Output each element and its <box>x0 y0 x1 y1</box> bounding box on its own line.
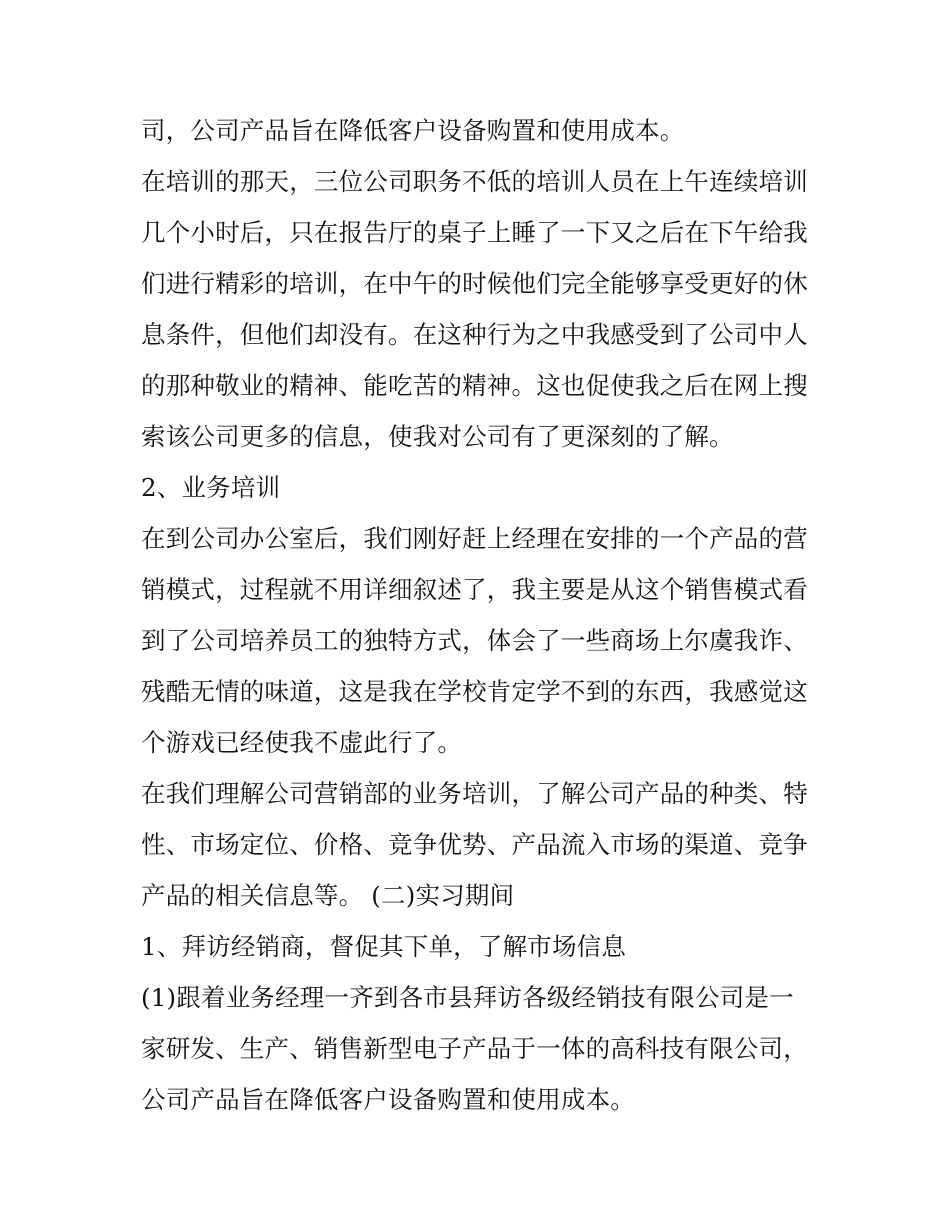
text-line: 们进行精彩的培训，在中午的时候他们完全能够享受更好的休 <box>141 269 808 298</box>
text-line: 到了公司培养员工的独特方式，体会了一些商场上尔虞我诈、 <box>141 626 808 655</box>
section-heading: 1、拜访经销商，督促其下单，了解市场信息 <box>141 932 627 961</box>
text-line: (1)跟着业务经理一齐到各市县拜访各级经销技有限公司是一 <box>141 983 794 1012</box>
text-line: 个游戏已经使我不虚此行了。 <box>141 728 463 757</box>
text-line: 在到公司办公室后，我们刚好赶上经理在安排的一个产品的营 <box>141 524 808 553</box>
text-line: 家研发、生产、销售新型电子产品于一体的高科技有限公司， <box>141 1034 808 1063</box>
text-line: 的那种敬业的精神、能吃苦的精神。这也促使我之后在网上搜 <box>141 371 808 400</box>
text-line: 性、市场定位、价格、竞争优势、产品流入市场的渠道、竞争 <box>141 830 808 859</box>
text-line: 残酷无情的味道，这是我在学校肯定学不到的东西，我感觉这 <box>141 677 808 706</box>
text-line: 公司产品旨在降低客户设备购置和使用成本。 <box>141 1085 635 1114</box>
text-line: 索该公司更多的信息，使我对公司有了更深刻的了解。 <box>141 422 734 451</box>
text-line: 几个小时后，只在报告厅的桌子上睡了一下又之后在下午给我 <box>141 218 808 247</box>
text-line: 在培训的那天，三位公司职务不低的培训人员在上午连续培训 <box>141 167 808 196</box>
text-line: 息条件，但他们却没有。在这种行为之中我感受到了公司中人 <box>141 320 808 349</box>
text-line: 产品的相关信息等。 (二)实习期间 <box>141 881 515 910</box>
document-body <box>141 105 821 1125</box>
text-line: 在我们理解公司营销部的业务培训，了解公司产品的种类、特 <box>141 779 808 808</box>
text-line: 司，公司产品旨在降低客户设备购置和使用成本。 <box>141 116 685 145</box>
section-heading: 2、业务培训 <box>141 473 281 502</box>
text-line: 销模式，过程就不用详细叙述了，我主要是从这个销售模式看 <box>141 575 808 604</box>
